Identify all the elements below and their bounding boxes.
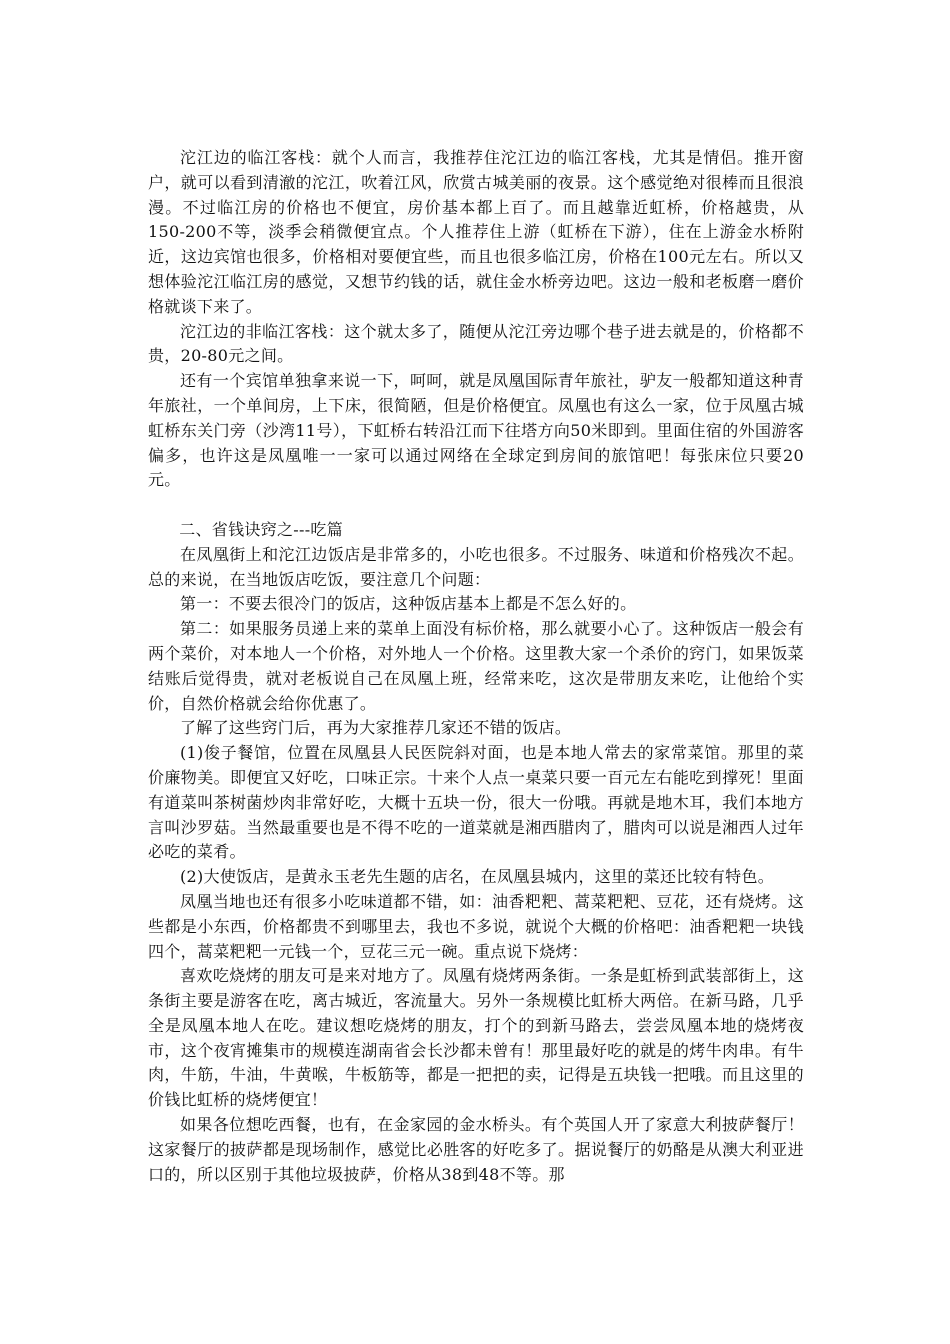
paragraph-snacks: 凤凰当地也还有很多小吃味道都不错，如：油香粑粑、蒿菜粑粑、豆花，还有烧烤。这些都是小东西，价格都贵不到哪里去，我也不多说，就说个大概的价格吧：油香粑粑一块钱四个，蒿菜粑粑一元钱一个，豆花三元一碗。重点说下烧烤： — [148, 891, 804, 961]
paragraph-barbecue: 喜欢吃烧烤的朋友可是来对地方了。凤凰有烧烤两条街。一条是虹桥到武装部街上，这条街主要是游客在吃，离古城近，客流量大。另外一条规模比虹桥大两倍。在新马路，几乎全是凤凰本地人在吃。建议想吃烧烤的朋友，打个的到新马路去，尝尝凤凰本地的烧烤夜市，这个夜宵摊集市的规模连湖南省会长沙都未曾有！那里最好吃的就是的烤牛肉串。有牛肉，牛筋，牛油，牛黄喉，牛板筋等，都是一把把的卖，记得是五块钱一把哦。而且这里的价钱比虹桥的烧烤便宜！ — [148, 966, 804, 1110]
paragraph-recommend-intro: 了解了这些窍门后，再为大家推荐几家还不错的饭店。 — [180, 718, 572, 738]
paragraph-dashi-restaurant: (2)大使饭店，是黄永玉老先生题的店名，在凤凰县城内，这里的菜还比较有特色。 — [180, 867, 775, 887]
paragraph-non-riverside-inn: 沱江边的非临江客栈：这个就太多了，随便从沱江旁边哪个巷子进去就是的，价格都不贵，20-80元之间。 — [148, 321, 804, 366]
paragraph-western-food: 如果各位想吃西餐，也有，在金家园的金水桥头。有个英国人开了家意大利披萨餐厅！这家餐厅的披萨都是现场制作，感觉比必胜客的好吃多了。据说餐厅的奶酪是从澳大利亚进口的，所以区别于其他垃圾披萨，价格从38到48不等。那 — [148, 1115, 804, 1184]
paragraph-eating-intro: 在凤凰街上和沱江边饭店是非常多的，小吃也很多。不过服务、味道和价格残次不起。总的来说，在当地饭店吃饭，要注意几个问题： — [148, 544, 804, 589]
document-body — [148, 146, 804, 1187]
paragraph-spacer — [148, 493, 804, 518]
paragraph-tip-two: 第二：如果服务员递上来的菜单上面没有标价格，那么就要小心了。这种饭店一般会有两个菜价，对本地人一个价格，对外地人一个价格。这里教大家一个杀价的窍门，如果饭菜结账后觉得贵，就对老板说自己在凤凰上班，经常来吃，这次是带朋友来吃，让他给个实价，自然价格就会给你优惠了。 — [148, 619, 804, 713]
section-heading-eating: 二、省钱诀窍之---吃篇 — [179, 519, 344, 539]
paragraph-youth-hostel: 还有一个宾馆单独拿来说一下，呵呵，就是凤凰国际青年旅社，驴友一般都知道这种青年旅社，一个单间房，上下床，很简陋，但是价格便宜。凤凰也有这么一家，位于凤凰古城虹桥东关门旁（沙湾11号），下虹桥右转沿江而下往塔方向50米即到。里面住宿的外国游客偏多，也许这是凤凰唯一一家可以通过网络在全球定到房间的旅馆吧！每张床位只要20元。 — [148, 371, 804, 490]
paragraph-junzi-restaurant: (1)俊子餐馆，位置在凤凰县人民医院斜对面，也是本地人常去的家常菜馆。那里的菜价廉物美。即便宜又好吃，口味正宗。十来个人点一桌菜只要一百元左右能吃到撑死！里面有道菜叫茶树菌炒肉非常好吃，大概十五块一份，很大一份哦。再就是地木耳，我们本地方言叫沙罗菇。当然最重要也是不得不吃的一道菜就是湘西腊肉了，腊肉可以说是湘西人过年必吃的菜肴。 — [148, 743, 804, 862]
paragraph-riverside-inn: 沱江边的临江客栈：就个人而言，我推荐住沱江边的临江客栈，尤其是情侣。推开窗户，就可以看到清澈的沱江，吹着江风，欣赏古城美丽的夜景。这个感觉绝对很棒而且很浪漫。不过临江房的价格也不便宜，房价基本都上百了。而且越靠近虹桥，价格越贵，从150-200不等，淡季会稍微便宜点。个人推荐住上游（虹桥在下游），住在上游金水桥附近，这边宾馆也很多，价格相对要便宜些，而且也很多临江房，价格在100元左右。所以又想体验沱江临江房的感觉，又想节约钱的话，就住金水桥旁边吧。这边一般和老板磨一磨价格就谈下来了。 — [148, 148, 804, 316]
paragraph-tip-one: 第一：不要去很冷门的饭店，这种饭店基本上都是不怎么好的。 — [180, 594, 637, 614]
